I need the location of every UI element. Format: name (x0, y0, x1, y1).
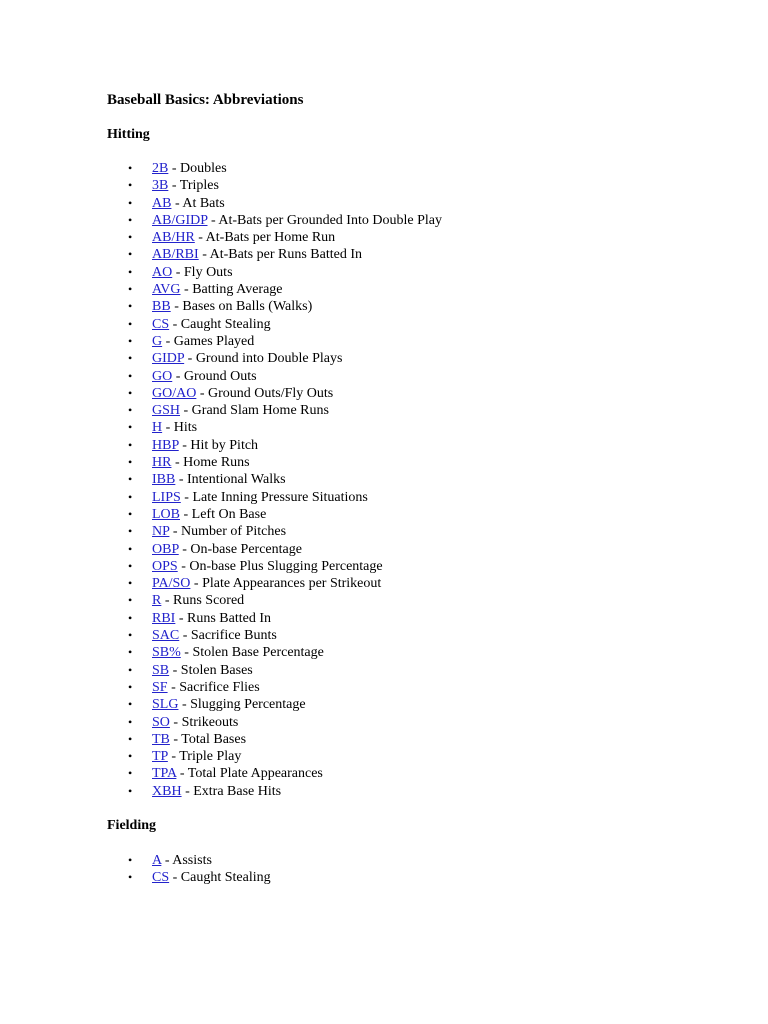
bullet-icon: • (128, 628, 133, 643)
bullet-icon: • (128, 161, 133, 175)
abbreviation-link[interactable]: HR (152, 455, 172, 471)
abbreviation-description: - Strikeouts (169, 714, 239, 730)
bullet-icon: • (128, 679, 133, 694)
list-item (107, 679, 727, 696)
bullet-icon: • (128, 299, 133, 314)
abbreviation-link[interactable]: IBB (152, 472, 176, 488)
abbreviation-description: - Sacrifice Flies (167, 679, 260, 695)
bullet-icon: • (128, 385, 133, 400)
abbreviation-link[interactable]: 3B (152, 178, 169, 194)
list-item (107, 385, 727, 402)
abbreviation-link[interactable]: NP (152, 524, 170, 540)
abbreviation-description: - At Bats (171, 195, 225, 211)
list-item (107, 489, 727, 506)
list-item (107, 575, 727, 592)
abbreviation-description: - Caught Stealing (169, 870, 271, 886)
bullet-icon: • (128, 212, 133, 227)
list-item (107, 662, 727, 679)
list-item (107, 869, 727, 886)
list-item (107, 852, 727, 869)
list-item (107, 731, 727, 748)
bullet-icon: • (128, 870, 133, 885)
abbreviation-description: - Triples (168, 178, 219, 194)
abbreviation-description: - Hit by Pitch (178, 437, 259, 453)
abbreviation-link[interactable]: LIPS (152, 489, 181, 505)
bullet-icon: • (128, 368, 133, 383)
bullet-icon: • (128, 455, 133, 470)
bullet-icon: • (128, 731, 133, 746)
abbreviation-link[interactable]: LOB (152, 506, 180, 522)
list-item (107, 627, 727, 644)
list-item (107, 610, 727, 627)
bullet-icon: • (128, 282, 133, 297)
abbreviation-link[interactable]: TB (152, 731, 170, 747)
section-heading-hitting: Hitting (107, 127, 150, 142)
list-item (107, 419, 727, 436)
bullet-icon: • (128, 437, 133, 452)
list-item (107, 195, 727, 212)
bullet-icon: • (128, 506, 133, 521)
abbreviation-link[interactable]: TPA (152, 766, 177, 782)
bullet-icon: • (128, 783, 133, 798)
list-item (107, 298, 727, 315)
abbreviation-description: - Sacrifice Bunts (179, 628, 277, 644)
list-item (107, 523, 727, 540)
abbreviation-link[interactable]: SB (152, 662, 170, 678)
abbreviation-description: - Batting Average (180, 282, 283, 298)
abbreviation-link[interactable]: RBI (152, 610, 176, 626)
bullet-icon: • (128, 645, 133, 660)
abbreviation-link[interactable]: A (152, 852, 162, 868)
abbreviation-link[interactable]: CS (152, 316, 170, 332)
bullet-icon: • (128, 749, 133, 764)
abbreviation-description: - Left On Base (180, 506, 267, 522)
abbreviation-description: - Total Plate Appearances (176, 766, 323, 782)
bullet-icon: • (128, 230, 133, 245)
list-item (107, 714, 727, 731)
list-item (107, 177, 727, 194)
abbreviation-link[interactable]: R (152, 593, 162, 609)
abbreviation-description: - Extra Base Hits (181, 783, 282, 799)
bullet-icon: • (128, 576, 133, 591)
abbreviation-link[interactable]: BB (152, 299, 171, 315)
bullet-icon: • (128, 178, 133, 193)
bullet-icon: • (128, 333, 133, 348)
abbreviation-link[interactable]: CS (152, 870, 170, 886)
list-item (107, 281, 727, 298)
abbreviation-description: - On-base Plus Slugging Percentage (177, 558, 383, 574)
abbreviation-description: - Ground into Double Plays (184, 351, 343, 367)
bullet-icon: • (128, 524, 133, 539)
list-item (107, 160, 727, 177)
abbreviation-link[interactable]: PA/SO (152, 576, 191, 592)
list-item (107, 558, 727, 575)
list-item (107, 246, 727, 263)
bullet-icon: • (128, 403, 133, 418)
list-item (107, 783, 727, 800)
list-item (107, 748, 727, 765)
abbreviation-link[interactable]: GIDP (152, 351, 185, 367)
abbreviation-link[interactable]: AO (152, 264, 173, 280)
abbreviation-link[interactable]: AVG (152, 282, 181, 298)
abbreviation-link[interactable]: XBH (152, 783, 182, 799)
bullet-icon: • (128, 558, 133, 573)
abbreviation-link[interactable]: SF (152, 679, 168, 695)
abbreviation-link[interactable]: OBP (152, 541, 179, 557)
list-item (107, 471, 727, 488)
bullet-icon: • (128, 472, 133, 487)
abbreviation-description: - Doubles (168, 161, 227, 176)
list-item (107, 229, 727, 246)
fielding-abbreviation-list (107, 852, 727, 887)
list-item (107, 592, 727, 609)
abbreviation-description: - At-Bats per Home Run (194, 230, 336, 246)
bullet-icon: • (128, 714, 133, 729)
abbreviation-link[interactable]: 2B (152, 161, 169, 176)
document-body (107, 90, 727, 887)
abbreviation-link[interactable]: HBP (152, 437, 179, 453)
abbreviation-description: - Slugging Percentage (178, 697, 306, 713)
abbreviation-link[interactable]: GO/AO (152, 385, 197, 401)
list-item (107, 541, 727, 558)
page-title: Baseball Basics: Abbreviations (107, 92, 304, 108)
abbreviation-link[interactable]: AB/GIDP (152, 212, 208, 228)
bullet-icon: • (128, 195, 133, 210)
list-item (107, 437, 727, 454)
section-heading-fielding: Fielding (107, 817, 157, 833)
abbreviation-link[interactable]: SB% (152, 645, 181, 661)
list-item (107, 333, 727, 350)
abbreviation-link[interactable]: OPS (152, 558, 178, 574)
list-item (107, 765, 727, 782)
abbreviation-description: - Triple Play (167, 749, 242, 765)
list-item (107, 402, 727, 419)
abbreviation-description: - Bases on Balls (Walks) (170, 299, 313, 315)
abbreviation-description: - Caught Stealing (169, 316, 271, 332)
abbreviation-description: - Grand Slam Home Runs (180, 403, 329, 419)
bullet-icon: • (128, 593, 133, 608)
list-item (107, 506, 727, 523)
abbreviation-description: - Stolen Base Percentage (180, 645, 324, 661)
list-item (107, 368, 727, 385)
abbreviation-description: - Fly Outs (172, 264, 233, 280)
list-item (107, 316, 727, 333)
bullet-icon: • (128, 351, 133, 366)
abbreviation-link[interactable]: H (152, 420, 163, 436)
list-item (107, 454, 727, 471)
list-item (107, 264, 727, 281)
abbreviation-description: - Stolen Bases (169, 662, 253, 678)
bullet-icon: • (128, 697, 133, 712)
abbreviation-description: - Ground Outs/Fly Outs (196, 385, 334, 401)
abbreviation-link[interactable]: AB/HR (152, 230, 195, 246)
abbreviation-link[interactable]: SAC (152, 628, 180, 644)
abbreviation-description: - At-Bats per Grounded Into Double Play (207, 212, 442, 228)
abbreviation-description: - Hits (162, 420, 198, 436)
bullet-icon: • (128, 662, 133, 677)
bullet-icon: • (128, 247, 133, 262)
abbreviation-description: - Runs Batted In (175, 610, 271, 626)
bullet-icon: • (128, 766, 133, 781)
hitting-abbreviation-list (107, 160, 727, 800)
bullet-icon: • (128, 852, 133, 867)
bullet-icon: • (128, 420, 133, 435)
list-item (107, 212, 727, 229)
abbreviation-description: - Total Bases (169, 731, 247, 747)
abbreviation-link[interactable]: SO (152, 714, 170, 730)
bullet-icon: • (128, 489, 133, 504)
abbreviation-link[interactable]: SLG (152, 697, 179, 713)
list-item (107, 696, 727, 713)
abbreviation-link[interactable]: GO (152, 368, 173, 384)
bullet-icon: • (128, 264, 133, 279)
abbreviation-description: - Plate Appearances per Strikeout (190, 576, 382, 592)
abbreviation-description: - Home Runs (171, 455, 250, 471)
abbreviation-description: - Games Played (162, 333, 255, 349)
abbreviation-link[interactable]: TP (152, 749, 168, 765)
abbreviation-link[interactable]: GSH (152, 403, 181, 419)
list-item (107, 350, 727, 367)
abbreviation-link[interactable]: AB (152, 195, 172, 211)
abbreviation-description: - Ground Outs (172, 368, 257, 384)
abbreviation-description: - Intentional Walks (175, 472, 286, 488)
abbreviation-description: - Runs Scored (161, 593, 245, 609)
abbreviation-description: - Assists (161, 852, 212, 868)
bullet-icon: • (128, 541, 133, 556)
bullet-icon: • (128, 316, 133, 331)
abbreviation-description: - At-Bats per Runs Batted In (198, 247, 362, 263)
abbreviation-link[interactable]: AB/RBI (152, 247, 199, 263)
abbreviation-description: - Late Inning Pressure Situations (180, 489, 368, 505)
bullet-icon: • (128, 610, 133, 625)
abbreviation-link[interactable]: G (152, 333, 163, 349)
abbreviation-description: - On-base Percentage (178, 541, 302, 557)
abbreviation-description: - Number of Pitches (169, 524, 287, 540)
list-item (107, 644, 727, 661)
